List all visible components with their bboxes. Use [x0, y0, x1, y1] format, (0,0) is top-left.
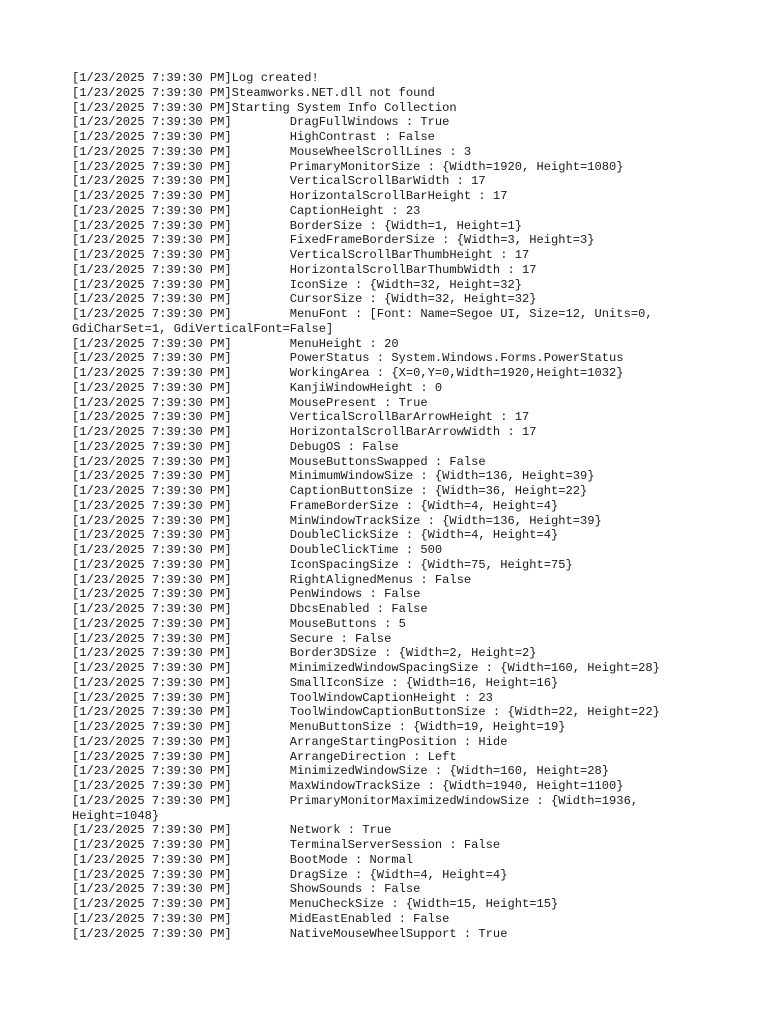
log-line: [1/23/2025 7:39:30 PM] DebugOS : False	[72, 439, 399, 454]
log-line: [1/23/2025 7:39:30 PM] DoubleClickSize : {Width=4, Height=4}	[72, 528, 559, 543]
log-line: [1/23/2025 7:39:30 PM] MenuFont : [Font: Name=Segoe UI, Size=12, Units=0,	[72, 307, 653, 321]
log-line: [1/23/2025 7:39:30 PM]Steamworks.NET.dll not found	[72, 85, 435, 100]
log-line: [1/23/2025 7:39:30 PM] MinimizedWindowSize : {Width=160, Height=28}	[72, 764, 610, 779]
log-line: [1/23/2025 7:39:30 PM] CaptionHeight : 23	[72, 203, 421, 218]
log-line: [1/23/2025 7:39:30 PM] Network : True	[72, 823, 392, 838]
log-line: [1/23/2025 7:39:30 PM] MinimizedWindowSpacingSize : {Width=160, Height=28}	[72, 661, 660, 675]
log-line: [1/23/2025 7:39:30 PM] VerticalScrollBarWidth : 17	[72, 174, 486, 189]
log-line: [1/23/2025 7:39:30 PM] MouseWheelScrollLines : 3	[72, 144, 472, 159]
log-line: [1/23/2025 7:39:30 PM] PenWindows : False	[72, 587, 421, 602]
log-line: [1/23/2025 7:39:30 PM] PowerStatus : System.Windows.Forms.PowerStatus	[72, 351, 624, 366]
log-line: [1/23/2025 7:39:30 PM] HighContrast : False	[72, 130, 435, 144]
log-line: [1/23/2025 7:39:30 PM]Log created!	[72, 71, 319, 85]
log-line: [1/23/2025 7:39:30 PM] MousePresent : True	[72, 395, 428, 410]
log-line: [1/23/2025 7:39:30 PM] SmallIconSize : {Width=16, Height=16}	[72, 675, 559, 690]
log-document	[72, 71, 692, 941]
log-line: [1/23/2025 7:39:30 PM] DragFullWindows : True	[72, 115, 450, 130]
log-line: [1/23/2025 7:39:30 PM] DbcsEnabled : False	[72, 602, 428, 616]
log-line: [1/23/2025 7:39:30 PM] PrimaryMonitorMaximizedWindowSize : {Width=1936,	[72, 793, 639, 808]
log-line: [1/23/2025 7:39:30 PM] FixedFrameBorderSize : {Width=3, Height=3}	[72, 233, 595, 248]
log-line: [1/23/2025 7:39:30 PM] MinWindowTrackSize : {Width=136, Height=39}	[72, 513, 602, 528]
log-line: [1/23/2025 7:39:30 PM] CursorSize : {Width=32, Height=32}	[72, 292, 537, 307]
log-line: Height=1048}	[72, 808, 160, 823]
log-line: GdiCharSet=1, GdiVerticalFont=False]	[72, 321, 334, 336]
log-line: [1/23/2025 7:39:30 PM] HorizontalScrollBarHeight : 17	[72, 189, 508, 203]
log-line: [1/23/2025 7:39:30 PM] ToolWindowCaptionHeight : 23	[72, 690, 493, 705]
log-line: [1/23/2025 7:39:30 PM] BootMode : Normal	[72, 852, 414, 867]
log-line: [1/23/2025 7:39:30 PM] IconSpacingSize : {Width=75, Height=75}	[72, 557, 573, 572]
log-line: [1/23/2025 7:39:30 PM] DoubleClickTime : 500	[72, 543, 443, 557]
log-line: [1/23/2025 7:39:30 PM] ArrangeDirection : Left	[72, 749, 457, 764]
log-line: [1/23/2025 7:39:30 PM] DragSize : {Width=4, Height=4}	[72, 867, 508, 882]
log-line: [1/23/2025 7:39:30 PM] ShowSounds : False	[72, 882, 421, 897]
log-line: [1/23/2025 7:39:30 PM] VerticalScrollBarArrowHeight : 17	[72, 410, 530, 425]
log-line: [1/23/2025 7:39:30 PM] TerminalServerSession : False	[72, 838, 501, 852]
log-line: [1/23/2025 7:39:30 PM] MouseButtonsSwapped : False	[72, 454, 486, 469]
log-line: [1/23/2025 7:39:30 PM] BorderSize : {Width=1, Height=1}	[72, 218, 522, 233]
log-line: [1/23/2025 7:39:30 PM] IconSize : {Width=32, Height=32}	[72, 277, 522, 292]
log-line: [1/23/2025 7:39:30 PM] MenuButtonSize : {Width=19, Height=19}	[72, 720, 566, 734]
log-line: [1/23/2025 7:39:30 PM]Starting System Info Collection	[72, 100, 457, 115]
log-line: [1/23/2025 7:39:30 PM] FrameBorderSize : {Width=4, Height=4}	[72, 498, 559, 513]
log-line: [1/23/2025 7:39:30 PM] NativeMouseWheelSupport : True	[72, 926, 508, 941]
log-line: [1/23/2025 7:39:30 PM] MenuHeight : 20	[72, 336, 399, 351]
log-line: [1/23/2025 7:39:30 PM] MouseButtons : 5	[72, 616, 406, 631]
log-line: [1/23/2025 7:39:30 PM] PrimaryMonitorSize : {Width=1920, Height=1080}	[72, 159, 624, 174]
log-line: [1/23/2025 7:39:30 PM] VerticalScrollBarThumbHeight : 17	[72, 248, 530, 262]
log-line: [1/23/2025 7:39:30 PM] Secure : False	[72, 631, 392, 646]
log-line: [1/23/2025 7:39:30 PM] MenuCheckSize : {Width=15, Height=15}	[72, 897, 559, 911]
log-line: [1/23/2025 7:39:30 PM] RightAlignedMenus : False	[72, 572, 472, 587]
log-line: [1/23/2025 7:39:30 PM] ToolWindowCaptionButtonSize : {Width=22, Height=22}	[72, 705, 660, 720]
log-line: [1/23/2025 7:39:30 PM] ArrangeStartingPosition : Hide	[72, 734, 508, 749]
log-line: [1/23/2025 7:39:30 PM] CaptionButtonSize : {Width=36, Height=22}	[72, 484, 588, 498]
log-line: [1/23/2025 7:39:30 PM] WorkingArea : {X=0,Y=0,Width=1920,Height=1032}	[72, 366, 624, 380]
log-line: [1/23/2025 7:39:30 PM] MidEastEnabled : False	[72, 911, 450, 926]
log-line: [1/23/2025 7:39:30 PM] MinimumWindowSize : {Width=136, Height=39}	[72, 469, 595, 484]
log-line: [1/23/2025 7:39:30 PM] KanjiWindowHeight : 0	[72, 380, 443, 395]
log-line: [1/23/2025 7:39:30 PM] HorizontalScrollBarArrowWidth : 17	[72, 425, 537, 439]
log-line: [1/23/2025 7:39:30 PM] HorizontalScrollBarThumbWidth : 17	[72, 262, 537, 277]
log-line: [1/23/2025 7:39:30 PM] MaxWindowTrackSize : {Width=1940, Height=1100}	[72, 779, 624, 793]
log-line: [1/23/2025 7:39:30 PM] Border3DSize : {Width=2, Height=2}	[72, 646, 537, 661]
